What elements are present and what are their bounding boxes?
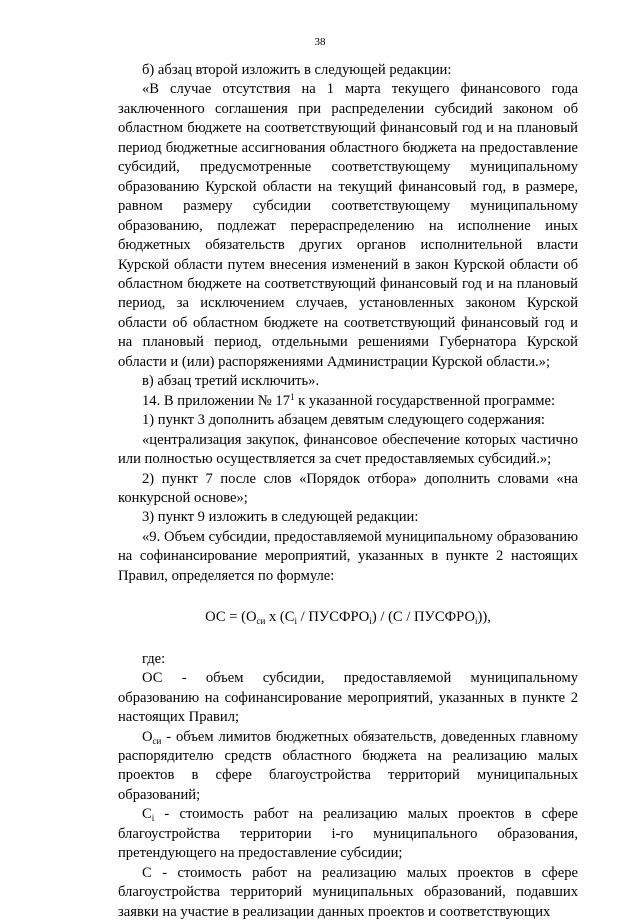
definition-symbol: О	[142, 728, 153, 745]
paragraph-where: где:	[142, 650, 166, 667]
definition-text: - стоимость работ на реализацию малых проектов в сфере благоустройства территории i-го муниципального образования, претендующего на предоставление субсидии;	[118, 806, 578, 862]
item-14-suffix: к указанной государственной программе:	[294, 392, 556, 409]
definition-subscript: i	[151, 813, 155, 824]
paragraph-centralization: «централизация закупок, финансовое обеспечение которых частично или полностью осуществляется за счет предоставляемых субсидий.»;	[118, 431, 578, 468]
formula-part: / ПУСФРО	[297, 609, 370, 626]
paragraph-amendment-b: б) абзац второй изложить в следующей редакции:	[142, 62, 452, 78]
formula-subscript: i	[369, 616, 372, 627]
formula	[118, 608, 578, 627]
item-14-prefix: 14. В приложении № 17	[142, 392, 291, 409]
paragraph-amendment-v: в) абзац третий исключить».	[142, 373, 320, 390]
paragraph-quoted-text: «В случае отсутствия на 1 марта текущего финансового года заключенного соглашения при распределении субсидий законом об областном бюджете на соответствующий финансовый год и на плановый период бюджетные ассигнования областного бюджета на предоставление субсидий, предусмотренные соответствующему муниципальному образованию Курской области на текущий финансовый год, в размере, равном размеру субсидии соответствующему муниципальному образованию, подлежат перераспределению на исполнение иных бюджетных обязательств других органов исполнительной власти Курской области путем внесения изменений в закон Курской области об областном бюджете на соответствующий финансовый год и на плановый период, за исключением случаев, установленных законом Курской области об областном бюджете на соответствующий финансовый год и на плановый период, отдельными решениями Губернатора Курской области и (или) распоряжениями Администрации Курской области.»;	[118, 81, 578, 370]
paragraph-subitem-1: 1) пункт 3 дополнить абзацем девятым следующего содержания:	[142, 412, 545, 429]
definition-ci	[118, 805, 578, 863]
formula-part: ОС = (О	[205, 609, 257, 626]
definition-os: ОС - объем субсидии, предоставляемой муниципальному образованию на софинансирование мероприятий, указанных в пункте 2 настоящих Правил;	[118, 670, 578, 726]
paragraph-subitem-2: 2) пункт 7 после слов «Порядок отбора» дополнить словами «на конкурсной основе»;	[118, 470, 578, 506]
definition-text: - объем лимитов бюджетных обязательств, доведенных главному распорядителю средств областного бюджета на реализацию малых проектов в сфере благоустройства территорий муниципальных образований;	[118, 728, 578, 803]
definition-osi	[118, 728, 578, 806]
page-number: 38	[314, 36, 326, 48]
formula-part: ) / (С / ПУСФРО	[371, 609, 475, 626]
formula-part: х (С	[265, 609, 295, 626]
formula-subscript: i	[294, 616, 298, 627]
paragraph-subitem-3: 3) пункт 9 изложить в следующей редакции:	[142, 509, 419, 526]
definition-subscript: си	[152, 735, 162, 746]
document-body	[118, 61, 578, 922]
definition-c: С - стоимость работ на реализацию малых проектов в сфере благоустройства территорий муниципальных образований, подавших заявки на участие в реализации данных проектов и соответствующих	[118, 864, 578, 920]
definition-symbol: С	[142, 806, 152, 823]
item-14-superscript: 1	[290, 391, 295, 402]
formula-subscript: си	[256, 616, 266, 627]
paragraph-item-14	[118, 392, 578, 411]
formula-part: )),	[477, 609, 491, 626]
paragraph-item-9: «9. Объем субсидии, предоставляемой муниципальному образованию на софинансирование мероприятий, указанных в пункте 2 настоящих Правил, определяется по формуле:	[118, 528, 578, 584]
formula-subscript: i	[475, 616, 478, 627]
